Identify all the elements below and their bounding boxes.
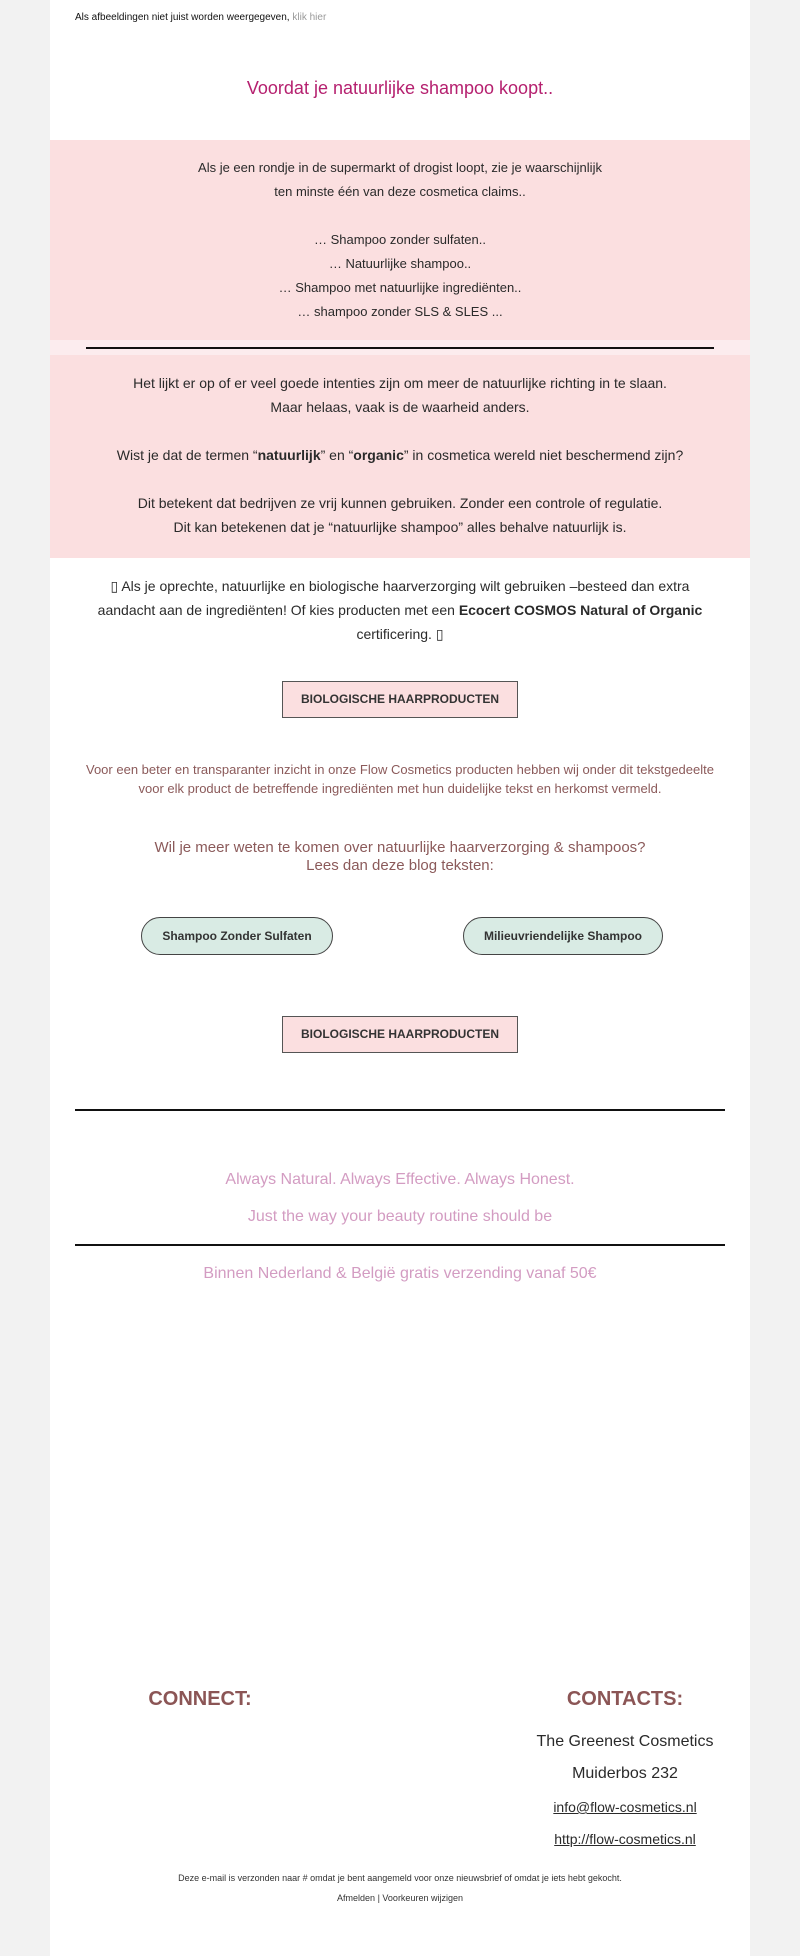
advice-line: aandacht aan de ingrediënten! Of kies producten met een Ecocert COSMOS Natural of Organic [97, 602, 703, 618]
divider [86, 347, 714, 349]
claims-section [50, 140, 750, 340]
claim-item: … Shampoo zonder sulfaten.. [314, 232, 486, 247]
claim-item: … Shampoo met natuurlijke ingrediënten.. [278, 280, 522, 295]
website-link[interactable]: http://flow-cosmetics.nl [554, 1831, 696, 1847]
text-line: Het lijkt er op of er veel goede intenties zijn om meer de natuurlijke richting in te slaan. [133, 375, 667, 391]
divider [75, 1109, 725, 1111]
blog-heading: Lees dan deze blog teksten: [306, 857, 494, 874]
blog-link-sulfate-free[interactable]: Shampoo Zonder Sulfaten [141, 917, 333, 955]
text-line: Maar helaas, vaak is de waarheid anders. [270, 399, 530, 415]
blog-link-eco-shampoo[interactable]: Milieuvriendelijke Shampoo [463, 917, 663, 955]
claim-item: … Natuurlijke shampoo.. [328, 256, 472, 271]
email-link[interactable]: info@flow-cosmetics.nl [553, 1799, 697, 1815]
text-line: Als je een rondje in de supermarkt of drogist loopt, zie je waarschijnlijk [198, 160, 602, 175]
view-online-link[interactable]: klik hier [292, 12, 327, 23]
advice-line: certificering. ▯ [356, 626, 444, 642]
preheader: Als afbeeldingen niet juist worden weergegeven, klik hier [75, 12, 327, 23]
text-line: ten minste één van deze cosmetica claims.. [274, 184, 526, 199]
divider [75, 1244, 725, 1246]
organic-hair-products-button[interactable]: BIOLOGISCHE HAARPRODUCTEN [282, 681, 518, 718]
question-line: Wist je dat de termen “natuurlijk” en “organic” in cosmetica wereld niet beschermend zijn? [116, 447, 684, 463]
info-line: Voor een beter en transparanter inzicht in onze Flow Cosmetics producten hebben wij onder dit tekstgedeelte [86, 762, 714, 777]
claim-item: … shampoo zonder SLS & SLES ... [297, 304, 503, 319]
address: Muiderbos 232 [572, 1765, 678, 1782]
preferences-link[interactable]: Voorkeuren wijzigen [382, 1893, 463, 1903]
footer-links: Afmelden | Voorkeuren wijzigen [337, 1893, 463, 1903]
info-line: voor elk product de betreffende ingrediënten met hun duidelijke tekst en herkomst vermeld. [138, 781, 662, 796]
connect-heading: CONNECT: [148, 1688, 252, 1710]
text-line: Dit kan betekenen dat je “natuurlijke shampoo” alles behalve natuurlijk is. [173, 519, 627, 535]
organic-hair-products-button-2[interactable]: BIOLOGISCHE HAARPRODUCTEN [282, 1016, 518, 1053]
email-body [50, 0, 750, 1956]
tagline: Always Natural. Always Effective. Always Honest. [225, 1171, 575, 1188]
advice-line: ▯ Als je oprechte, natuurlijke en biologische haarverzorging wilt gebruiken –besteed dan extra [110, 578, 690, 594]
footer-notice: Deze e-mail is verzonden naar # omdat je bent aangemeld voor onze nieuwsbrief of omdat je iets hebt gekocht. [178, 1873, 622, 1883]
text-line: Dit betekent dat bedrijven ze vrij kunnen gebruiken. Zonder een controle of regulatie. [137, 495, 663, 511]
page-title: Voordat je natuurlijke shampoo koopt.. [246, 78, 554, 98]
truth-section [50, 355, 750, 558]
tagline-sub: Just the way your beauty routine should be [247, 1208, 553, 1225]
contacts-heading: CONTACTS: [566, 1688, 684, 1710]
unsubscribe-link[interactable]: Afmelden [337, 1893, 376, 1903]
blog-heading: Wil je meer weten te komen over natuurlijke haarverzorging & shampoos? [154, 839, 646, 856]
shipping-notice: Binnen Nederland & België gratis verzending vanaf 50€ [203, 1265, 597, 1282]
company-name: The Greenest Cosmetics [536, 1733, 714, 1750]
